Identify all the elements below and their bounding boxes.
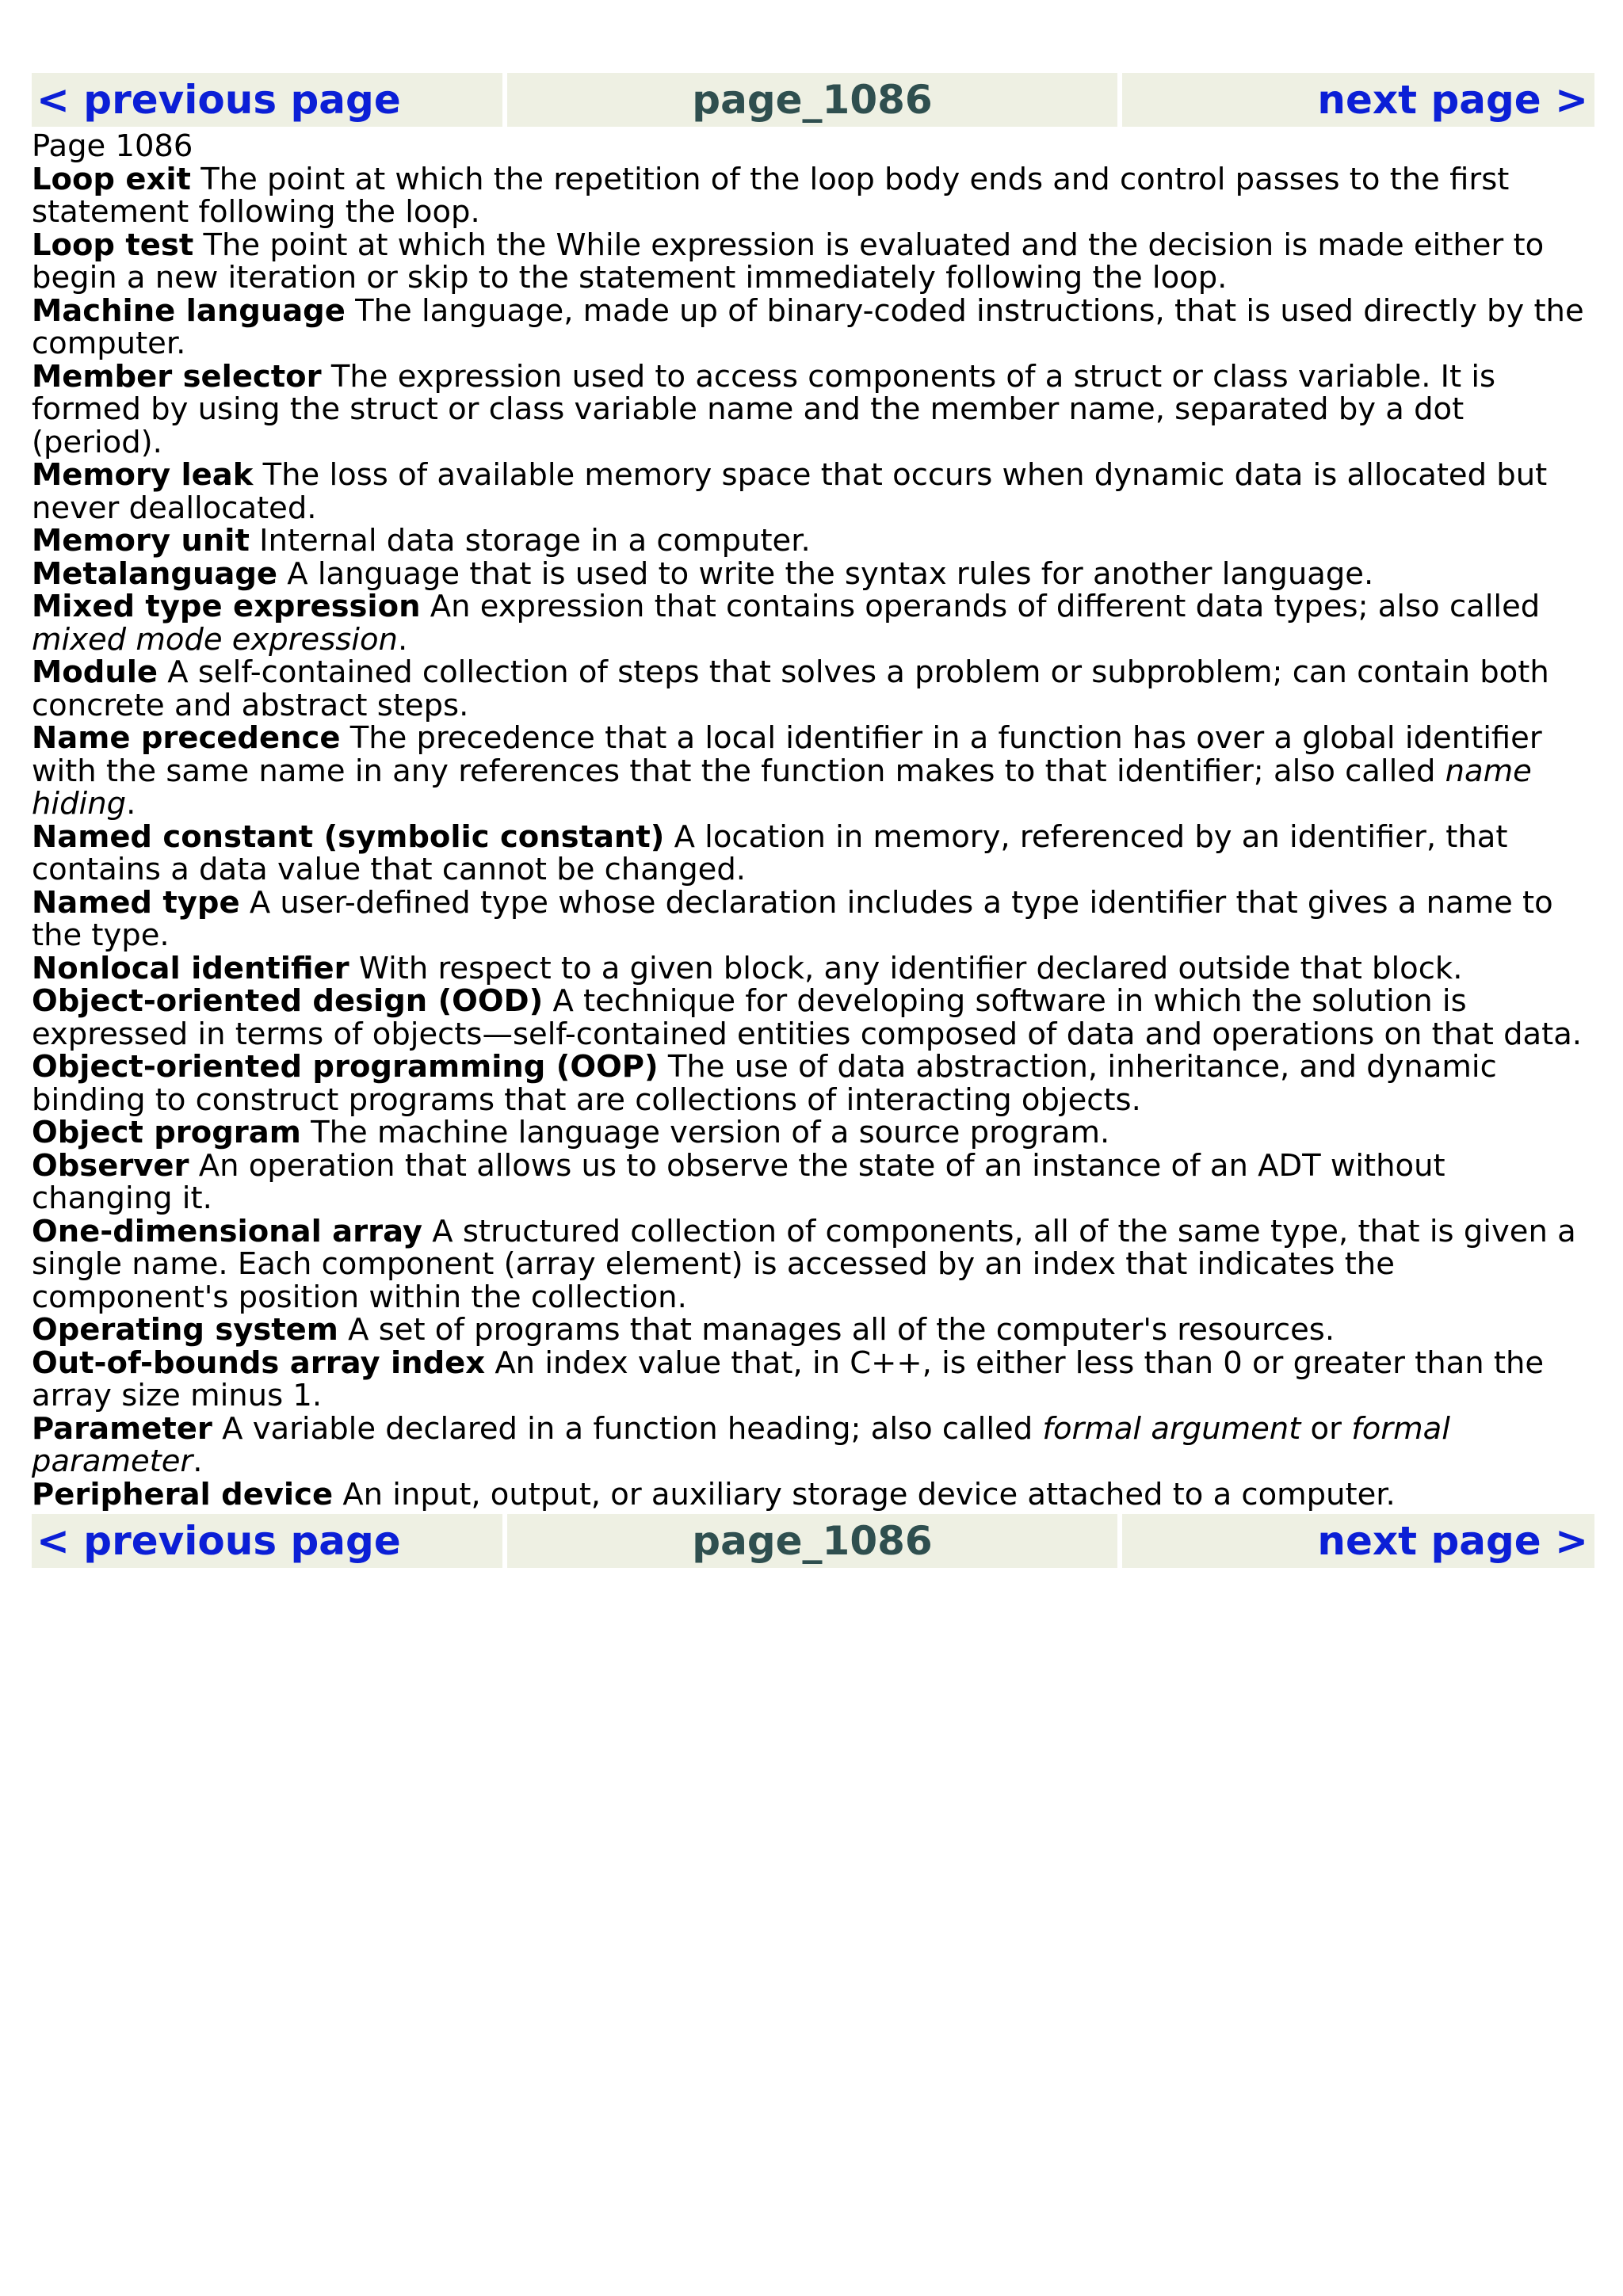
glossary-definition: The machine language version of a source program. bbox=[311, 1115, 1110, 1150]
glossary-entry bbox=[32, 818, 1594, 887]
glossary-term: Member selector bbox=[32, 358, 322, 395]
glossary-term: Memory leak bbox=[32, 457, 254, 493]
glossary-definition: The loss of available memory space that occurs when dynamic data is allocated but never deallocated. bbox=[32, 457, 1548, 526]
glossary-entry bbox=[32, 459, 1594, 524]
glossary-entry bbox=[32, 985, 1594, 1051]
glossary-italic-term: formal argument bbox=[1042, 1410, 1301, 1447]
next-page-link[interactable]: next page > bbox=[1122, 73, 1594, 127]
glossary-definition: A self-contained collection of steps that solves a problem or subproblem; can contain both concrete and abstract steps. bbox=[32, 654, 1549, 723]
glossary-term: Out-of-bounds array index bbox=[32, 1344, 486, 1381]
glossary-entry bbox=[32, 722, 1594, 821]
glossary-entry bbox=[32, 360, 1594, 460]
glossary-term: Mixed type expression bbox=[32, 589, 421, 624]
glossary-definition-end: . bbox=[193, 1444, 203, 1479]
glossary-entry bbox=[32, 1116, 1594, 1150]
glossary-term: Object program bbox=[32, 1115, 301, 1150]
glossary-definition: The language, made up of binary-coded instructions, that is used directly by the computer. bbox=[32, 292, 1584, 361]
glossary-term: Object-oriented programming (OOP) bbox=[32, 1049, 659, 1085]
page-id-title: page_1086 bbox=[507, 73, 1117, 127]
glossary-term: Name precedence bbox=[32, 720, 341, 756]
glossary-definition: An input, output, or auxiliary storage device attached to a computer. bbox=[342, 1476, 1396, 1512]
glossary-definition: The use of data abstraction, inheritance, and dynamic binding to construct programs that are collections of interacting objects. bbox=[32, 1049, 1497, 1118]
glossary-term: Named type bbox=[32, 884, 240, 921]
glossary-definition: A user-defined type whose declaration includes a type identifier that gives a name to the type. bbox=[32, 884, 1553, 953]
glossary-definition-end: . bbox=[397, 621, 408, 658]
glossary-term: Observer bbox=[32, 1147, 189, 1184]
top-nav-bar bbox=[32, 73, 1594, 127]
glossary-term: Operating system bbox=[32, 1312, 338, 1348]
glossary-definition: An index value that, in C++, is either less than 0 or greater than the array size minus 1. bbox=[32, 1344, 1545, 1413]
glossary-definition-mid: or bbox=[1300, 1410, 1352, 1447]
glossary-entry bbox=[32, 1314, 1594, 1347]
glossary-italic-term: name hiding bbox=[32, 753, 1532, 822]
next-page-link[interactable]: next page > bbox=[1122, 1514, 1594, 1568]
glossary-term: Loop test bbox=[32, 227, 194, 263]
glossary-entry bbox=[32, 163, 1594, 229]
glossary-entry bbox=[32, 1410, 1594, 1479]
glossary-entry bbox=[32, 524, 1594, 558]
glossary-entry bbox=[32, 1147, 1594, 1216]
glossary-entry bbox=[32, 1478, 1594, 1512]
glossary-definition: With respect to a given block, any identifier declared outside that block. bbox=[358, 950, 1463, 986]
page-container bbox=[32, 73, 1594, 1568]
glossary-term: Parameter bbox=[32, 1410, 212, 1447]
glossary-term: Module bbox=[32, 654, 158, 690]
glossary-definition: A location in memory, referenced by an identifier, that contains a data value that cannot be changed. bbox=[32, 818, 1508, 887]
previous-page-link[interactable]: < previous page bbox=[32, 73, 502, 127]
glossary-italic-term: formal parameter bbox=[32, 1410, 1450, 1479]
glossary-definition: A technique for developing software in which the solution is expressed in terms of objects—self-contained entities composed of data and operations on that data. bbox=[32, 983, 1583, 1052]
glossary-definition: A set of programs that manages all of the computer's resources. bbox=[348, 1312, 1335, 1348]
glossary-entry bbox=[32, 1051, 1594, 1116]
glossary-entry bbox=[32, 555, 1594, 592]
page-number-label: Page 1086 bbox=[32, 128, 193, 164]
glossary-definition: The point at which the repetition of the loop body ends and control passes to the first statement following the loop. bbox=[32, 161, 1510, 230]
page-id-title: page_1086 bbox=[507, 1514, 1117, 1568]
glossary-definition: An expression that contains operands of different data types; also called bbox=[430, 589, 1541, 624]
glossary-term: Peripheral device bbox=[32, 1476, 334, 1512]
bottom-nav-bar bbox=[32, 1514, 1594, 1568]
glossary-term: Metalanguage bbox=[32, 555, 278, 592]
glossary-definition: A language that is used to write the syntax rules for another language. bbox=[287, 555, 1374, 592]
glossary-definition: An operation that allows us to observe the state of an instance of an ADT without changing it. bbox=[32, 1147, 1445, 1216]
glossary-definition: The expression used to access components of a struct or class variable. It is formed by using the struct or class variable name and the member name, separated by a dot (period). bbox=[32, 358, 1496, 460]
glossary-term: One-dimensional array bbox=[32, 1213, 423, 1249]
glossary-term: Nonlocal identifier bbox=[32, 950, 349, 986]
glossary-entry bbox=[32, 656, 1594, 722]
glossary-content bbox=[32, 127, 1594, 1514]
glossary-term: Memory unit bbox=[32, 523, 250, 559]
glossary-term: Loop exit bbox=[32, 161, 191, 197]
glossary-entry bbox=[32, 884, 1594, 953]
glossary-definition-end: . bbox=[126, 786, 136, 822]
glossary-italic-term: mixed mode expression bbox=[32, 621, 398, 658]
glossary-definition: A variable declared in a function heading; also called bbox=[222, 1410, 1043, 1447]
glossary-entry bbox=[32, 292, 1594, 361]
glossary-entry bbox=[32, 1215, 1594, 1314]
glossary-definition: The precedence that a local identifier in a function has over a global identifier with the same name in any references that the function makes to that identifier; also called bbox=[32, 720, 1542, 789]
glossary-term: Machine language bbox=[32, 292, 346, 329]
glossary-entry bbox=[32, 1344, 1594, 1413]
glossary-term: Named constant (symbolic constant) bbox=[32, 818, 665, 855]
glossary-entry bbox=[32, 229, 1594, 295]
glossary-term: Object-oriented design (OOD) bbox=[32, 983, 544, 1019]
glossary-entry bbox=[32, 590, 1594, 656]
glossary-definition: The point at which the While expression is evaluated and the decision is made either to begin a new iteration or skip to the statement immediately following the loop. bbox=[32, 227, 1545, 296]
glossary-definition: A structured collection of components, all of the same type, that is given a single name. Each component (array element) is accessed by an index that indicates the component's position within the collection. bbox=[32, 1213, 1576, 1315]
glossary-entry bbox=[32, 952, 1594, 986]
previous-page-link[interactable]: < previous page bbox=[32, 1514, 502, 1568]
glossary-definition: Internal data storage in a computer. bbox=[259, 523, 811, 559]
